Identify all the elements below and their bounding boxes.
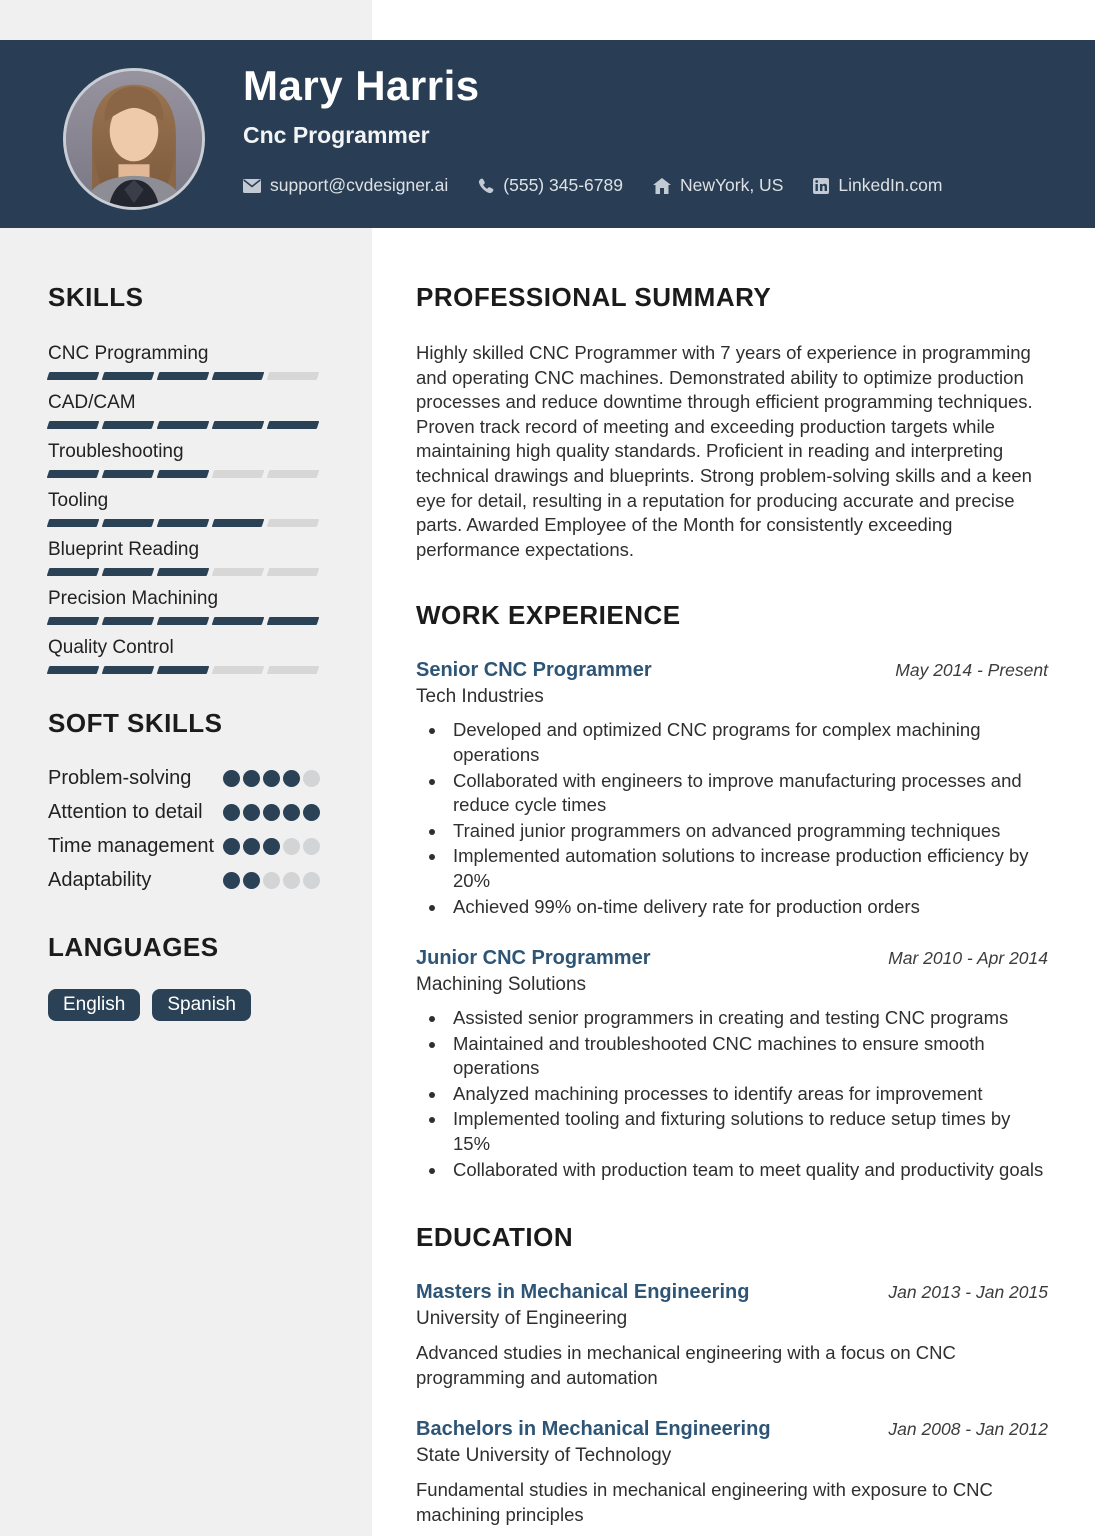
level-segment [267, 519, 320, 527]
skill-level-bar [48, 421, 320, 429]
level-dot [303, 838, 320, 855]
skills-list [48, 343, 320, 674]
skill-level-bar [48, 372, 320, 380]
contact-email-text: support@cvdesigner.ai [270, 175, 449, 195]
company-name: Tech Industries [416, 686, 544, 708]
level-segment [212, 617, 265, 625]
soft-skill-dots [223, 833, 320, 860]
level-dot [223, 838, 240, 855]
skill-item [48, 343, 320, 380]
profile-photo [63, 68, 205, 210]
education-entry [416, 1281, 1048, 1390]
level-segment [47, 372, 100, 380]
level-segment [47, 666, 100, 674]
languages-list [48, 989, 320, 1021]
email-icon [243, 179, 261, 193]
skill-item [48, 637, 320, 674]
level-dot [283, 838, 300, 855]
resume-header [0, 40, 1095, 228]
languages-section-title: LANGUAGES [48, 932, 219, 962]
soft-skill-dots [223, 867, 320, 894]
job-title: Junior CNC Programmer [416, 947, 651, 970]
level-segment [102, 666, 155, 674]
skill-name: Tooling [48, 490, 109, 511]
skill-level-bar [48, 568, 320, 576]
level-segment [157, 568, 210, 576]
soft-skill-name: Adaptability [48, 869, 152, 891]
level-dot [243, 838, 260, 855]
skill-item [48, 490, 320, 527]
education-entry [416, 1418, 1048, 1527]
main-content [416, 282, 1048, 1528]
job-bullet: • Collaborated with engineers to improve manufacturing processes and reduce cycle times [447, 769, 1048, 818]
summary-text: Highly skilled CNC Programmer with 7 years of experience in programming and operating CNC machines. Demonstrated ability to optimize production processes and reduce downtime through efficient programming techniques. Proven track record of meeting and exceeding production targets while maintaining high quality standards. Proficient in reading and interpreting technical drawings and blueprints. Strong problem-solving skills and a keen eye for detail, resulting in a reputation for producing accurate and precise parts. Awarded Employee of the Month for consistently exceeding performance expectations. [416, 342, 1033, 560]
skill-item [48, 392, 320, 429]
job-dates: May 2014 - Present [895, 660, 1048, 681]
soft-skill-item [48, 799, 320, 826]
language-pill: Spanish [152, 989, 251, 1021]
job-bullet: • Analyzed machining processes to identify areas for improvement [447, 1082, 1048, 1107]
level-segment [47, 519, 100, 527]
level-dot [223, 804, 240, 821]
level-dot [283, 770, 300, 787]
level-segment [212, 666, 265, 674]
skill-name: CNC Programming [48, 343, 209, 364]
skill-item [48, 588, 320, 625]
experience-section-title: WORK EXPERIENCE [416, 600, 681, 631]
soft-skill-name: Time management [48, 835, 214, 857]
level-segment [267, 568, 320, 576]
contact-phone-text: (555) 345-6789 [503, 175, 623, 195]
skills-section-title: SKILLS [48, 282, 144, 312]
contact-linkedin[interactable] [813, 175, 942, 196]
soft-skill-item [48, 833, 320, 860]
job-bullet: • Trained junior programmers on advanced programming techniques [447, 819, 1048, 844]
job-bullet: • Implemented automation solutions to increase production efficiency by 20% [447, 844, 1048, 893]
level-segment [267, 421, 320, 429]
level-segment [47, 421, 100, 429]
level-dot [243, 804, 260, 821]
skill-name: Troubleshooting [48, 441, 184, 462]
level-dot [283, 872, 300, 889]
school-name: University of Engineering [416, 1308, 628, 1330]
level-dot [263, 872, 280, 889]
level-segment [157, 470, 210, 478]
home-icon [653, 178, 671, 194]
level-dot [263, 770, 280, 787]
skill-item [48, 539, 320, 576]
level-segment [157, 519, 210, 527]
level-segment [212, 372, 265, 380]
level-dot [223, 770, 240, 787]
job-bullet: • Assisted senior programmers in creating and testing CNC programs [447, 1006, 1048, 1031]
job-bullet: • Collaborated with production team to meet quality and productivity goals [447, 1158, 1048, 1183]
skill-name: Precision Machining [48, 588, 219, 609]
level-segment [267, 617, 320, 625]
level-dot [303, 804, 320, 821]
contact-row [243, 175, 942, 196]
job-bullet: • Maintained and troubleshooted CNC machines to ensure smooth operations [447, 1032, 1048, 1081]
skill-level-bar [48, 617, 320, 625]
level-segment [102, 568, 155, 576]
company-name: Machining Solutions [416, 974, 587, 996]
level-segment [212, 519, 265, 527]
soft-skills-section-title: SOFT SKILLS [48, 708, 223, 738]
education-description: Advanced studies in mechanical engineering with a focus on CNC programming and automation [416, 1342, 956, 1388]
level-segment [157, 421, 210, 429]
level-dot [263, 804, 280, 821]
skill-level-bar [48, 519, 320, 527]
level-segment [102, 470, 155, 478]
education-description: Fundamental studies in mechanical engineering with exposure to CNC machining principles [416, 1479, 993, 1526]
person-name: Mary Harris [243, 62, 480, 109]
level-dot [303, 872, 320, 889]
level-segment [212, 568, 265, 576]
level-segment [157, 666, 210, 674]
soft-skill-name: Attention to detail [48, 801, 203, 823]
job-bullet: • Developed and optimized CNC programs for complex machining operations [447, 718, 1048, 767]
skill-name: Blueprint Reading [48, 539, 200, 560]
summary-section-title: PROFESSIONAL SUMMARY [416, 282, 772, 312]
contact-location-text: NewYork, US [679, 175, 784, 195]
contact-phone[interactable] [478, 175, 623, 196]
level-segment [102, 519, 155, 527]
soft-skill-name: Problem-solving [48, 767, 192, 789]
level-dot [243, 872, 260, 889]
level-segment [102, 421, 155, 429]
level-segment [47, 617, 100, 625]
skill-level-bar [48, 470, 320, 478]
level-dot [243, 770, 260, 787]
job-title: Senior CNC Programmer [416, 659, 652, 682]
contact-linkedin-text: LinkedIn.com [838, 175, 943, 195]
contact-email[interactable] [243, 175, 448, 196]
level-segment [102, 617, 155, 625]
education-dates: Jan 2008 - Jan 2012 [888, 1419, 1048, 1440]
job-bullet-list [447, 718, 1048, 919]
skill-name: CAD/CAM [48, 392, 136, 413]
job-dates: Mar 2010 - Apr 2014 [888, 948, 1048, 969]
level-segment [267, 372, 320, 380]
soft-skill-item [48, 765, 320, 792]
sidebar [48, 282, 320, 1021]
level-dot [223, 872, 240, 889]
school-name: State University of Technology [416, 1445, 672, 1467]
experience-entry [416, 947, 1048, 1182]
level-segment [157, 372, 210, 380]
level-dot [263, 838, 280, 855]
soft-skills-list [48, 765, 320, 894]
soft-skill-item [48, 867, 320, 894]
level-segment [47, 470, 100, 478]
level-segment [157, 617, 210, 625]
contact-location[interactable] [653, 175, 783, 196]
level-segment [102, 372, 155, 380]
level-dot [303, 770, 320, 787]
job-bullet: • Achieved 99% on-time delivery rate for production orders [447, 895, 1048, 920]
degree-title: Bachelors in Mechanical Engineering [416, 1418, 771, 1441]
profile-photo-illustration [66, 71, 202, 207]
linkedin-icon [813, 178, 829, 194]
skill-item [48, 441, 320, 478]
experience-entry [416, 659, 1048, 919]
level-segment [212, 421, 265, 429]
job-bullet: • Implemented tooling and fixturing solutions to reduce setup times by 15% [447, 1107, 1048, 1156]
phone-icon [478, 178, 494, 194]
job-bullet-list [447, 1006, 1048, 1182]
level-segment [47, 568, 100, 576]
soft-skill-dots [223, 765, 320, 792]
education-dates: Jan 2013 - Jan 2015 [888, 1282, 1048, 1303]
skill-name: Quality Control [48, 637, 174, 658]
level-segment [267, 666, 320, 674]
person-job-title: Cnc Programmer [243, 122, 430, 148]
language-pill: English [48, 989, 140, 1021]
degree-title: Masters in Mechanical Engineering [416, 1281, 750, 1304]
education-section-title: EDUCATION [416, 1222, 574, 1253]
level-dot [283, 804, 300, 821]
skill-level-bar [48, 666, 320, 674]
level-segment [267, 470, 320, 478]
soft-skill-dots [223, 799, 320, 826]
level-segment [212, 470, 265, 478]
